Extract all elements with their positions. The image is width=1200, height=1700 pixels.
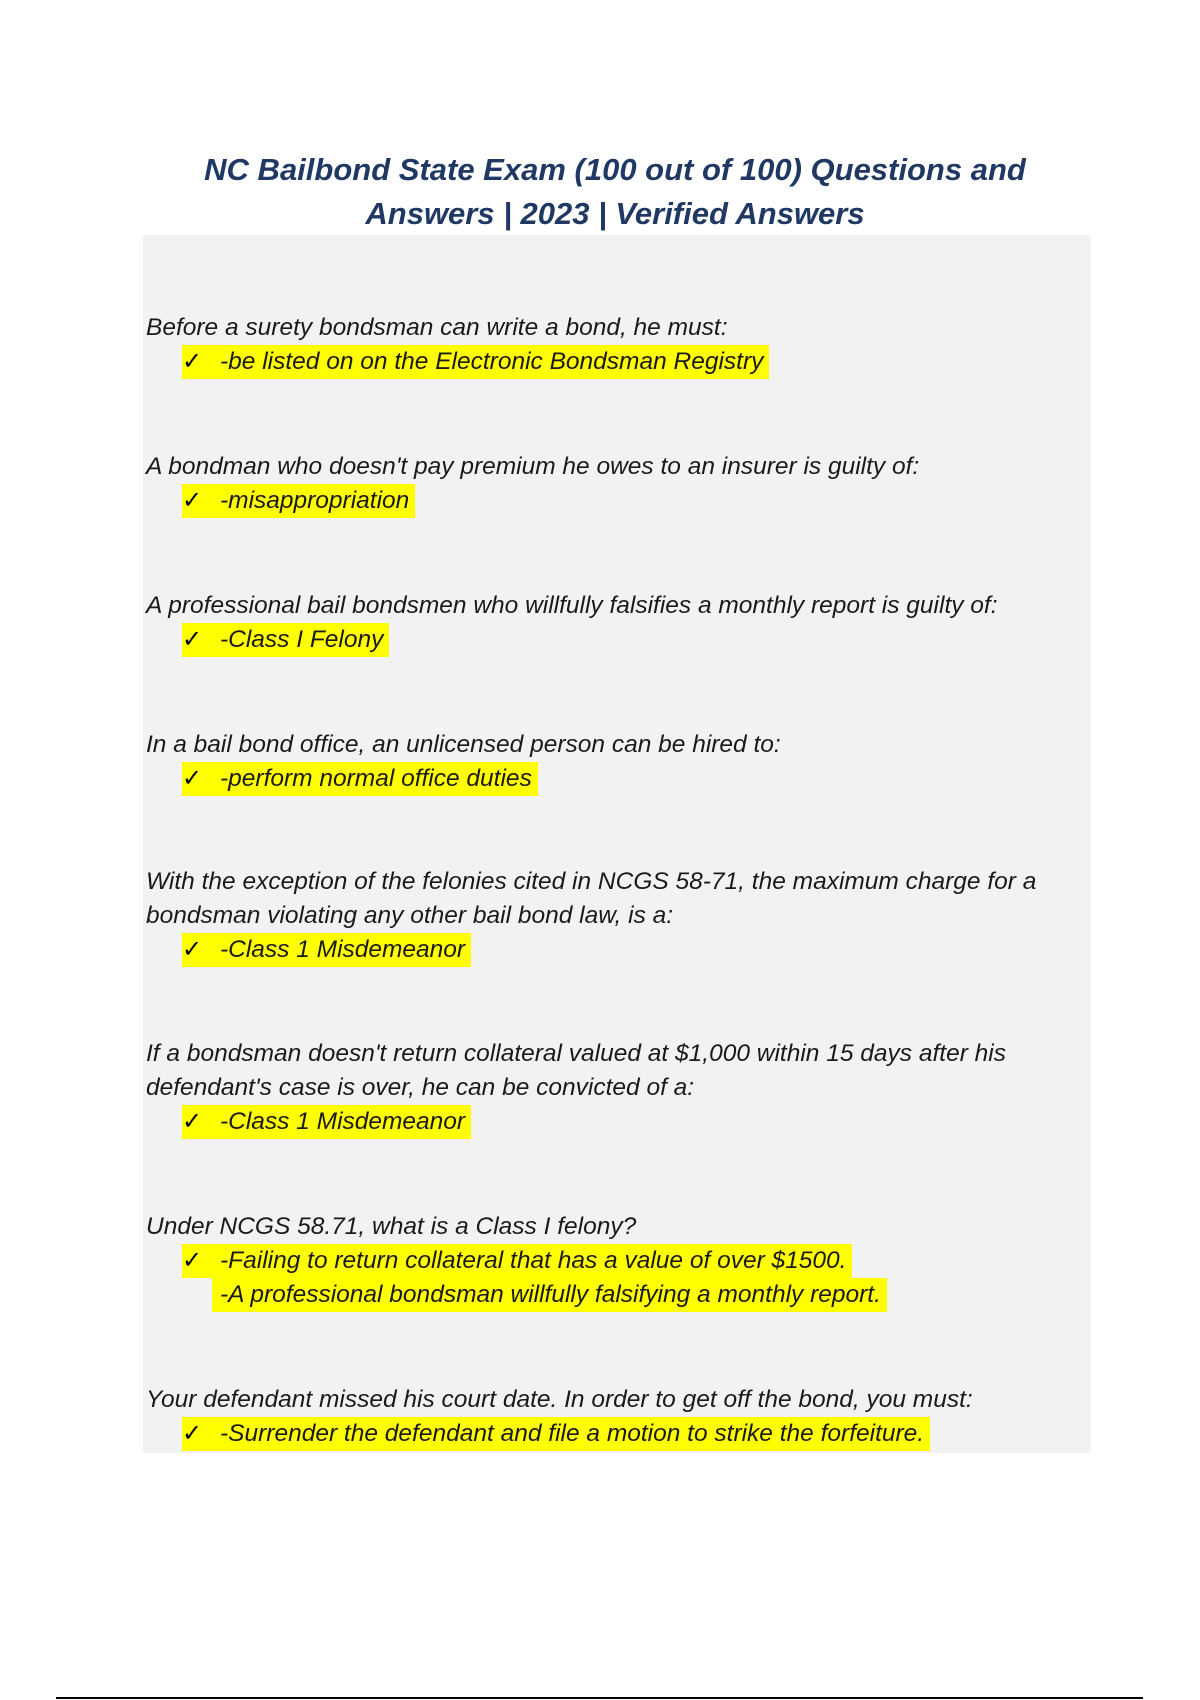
question: With the exception of the felonies cited in NCGS 58-71, the maximum charge for a <box>146 868 1037 895</box>
answer-text: -Failing to return collateral that has a value of over $1500. <box>212 1244 852 1278</box>
question: A bondman who doesn't pay premium he owes to an insurer is guilty of: <box>146 453 920 480</box>
answer-list <box>146 762 1106 796</box>
question: Your defendant missed his court date. In order to get off the bond, you must: <box>146 1386 973 1413</box>
qa-item-7 <box>146 1210 1106 1312</box>
checkmark-icon: ✓ <box>182 345 212 379</box>
title-line-1: NC Bailbond State Exam (100 out of 100) Questions and <box>204 152 1026 187</box>
question: defendant's case is over, he can be convicted of a: <box>146 1074 695 1101</box>
answer-text: -Surrender the defendant and file a motion to strike the forfeiture. <box>212 1417 930 1451</box>
checkmark-icon: ✓ <box>182 1244 212 1278</box>
qa-item-2 <box>146 450 1106 518</box>
answer-list <box>146 1244 1106 1312</box>
answer-text: -be listed on on the Electronic Bondsman Registry <box>212 345 769 379</box>
answer-list <box>146 1105 1106 1139</box>
answer-text: -Class 1 Misdemeanor <box>212 933 471 967</box>
question: Before a surety bondsman can write a bond, he must: <box>146 314 728 341</box>
answer-line <box>146 484 1106 518</box>
answer-text: -Class 1 Misdemeanor <box>212 1105 471 1139</box>
answer-line <box>146 623 1106 657</box>
qa-item-8 <box>146 1383 1106 1451</box>
answer-list <box>146 933 1106 967</box>
answer-text: -A professional bondsman willfully falsifying a monthly report. <box>212 1278 887 1312</box>
answer-text: -misappropriation <box>212 484 415 518</box>
qa-item-5 <box>146 865 1106 967</box>
qa-item-6 <box>146 1037 1106 1139</box>
checkmark-icon: ✓ <box>182 762 212 796</box>
qa-item-3 <box>146 589 1106 657</box>
qa-item-4 <box>146 728 1106 796</box>
answer-line <box>146 762 1106 796</box>
question: If a bondsman doesn't return collateral valued at $1,000 within 15 days after his <box>146 1040 1006 1067</box>
answer-line <box>146 933 1106 967</box>
question: In a bail bond office, an unlicensed person can be hired to: <box>146 731 781 758</box>
checkmark-icon: ✓ <box>182 1105 212 1139</box>
answer-list <box>146 345 1106 379</box>
answer-line <box>146 1278 1106 1312</box>
document-title <box>100 148 1130 236</box>
answer-text: -perform normal office duties <box>212 762 538 796</box>
answer-list <box>146 623 1106 657</box>
checkmark-icon: ✓ <box>182 484 212 518</box>
question: A professional bail bondsmen who willfully falsifies a monthly report is guilty of: <box>146 592 998 619</box>
answer-list <box>146 1417 1106 1451</box>
checkmark-icon: ✓ <box>182 623 212 657</box>
answer-line <box>146 1244 1106 1278</box>
checkmark-icon: ✓ <box>182 933 212 967</box>
answer-line <box>146 1105 1106 1139</box>
answer-line <box>146 345 1106 379</box>
answer-line <box>146 1417 1106 1451</box>
checkmark-icon: ✓ <box>182 1417 212 1451</box>
question: Under NCGS 58.71, what is a Class I felony? <box>146 1213 637 1240</box>
question: bondsman violating any other bail bond law, is a: <box>146 902 674 929</box>
answer-list <box>146 484 1106 518</box>
answer-text: -Class I Felony <box>212 623 389 657</box>
title-line-2: Answers | 2023 | Verified Answers <box>365 196 865 231</box>
footer-rule <box>56 1697 1143 1699</box>
qa-item-1 <box>146 311 1106 379</box>
